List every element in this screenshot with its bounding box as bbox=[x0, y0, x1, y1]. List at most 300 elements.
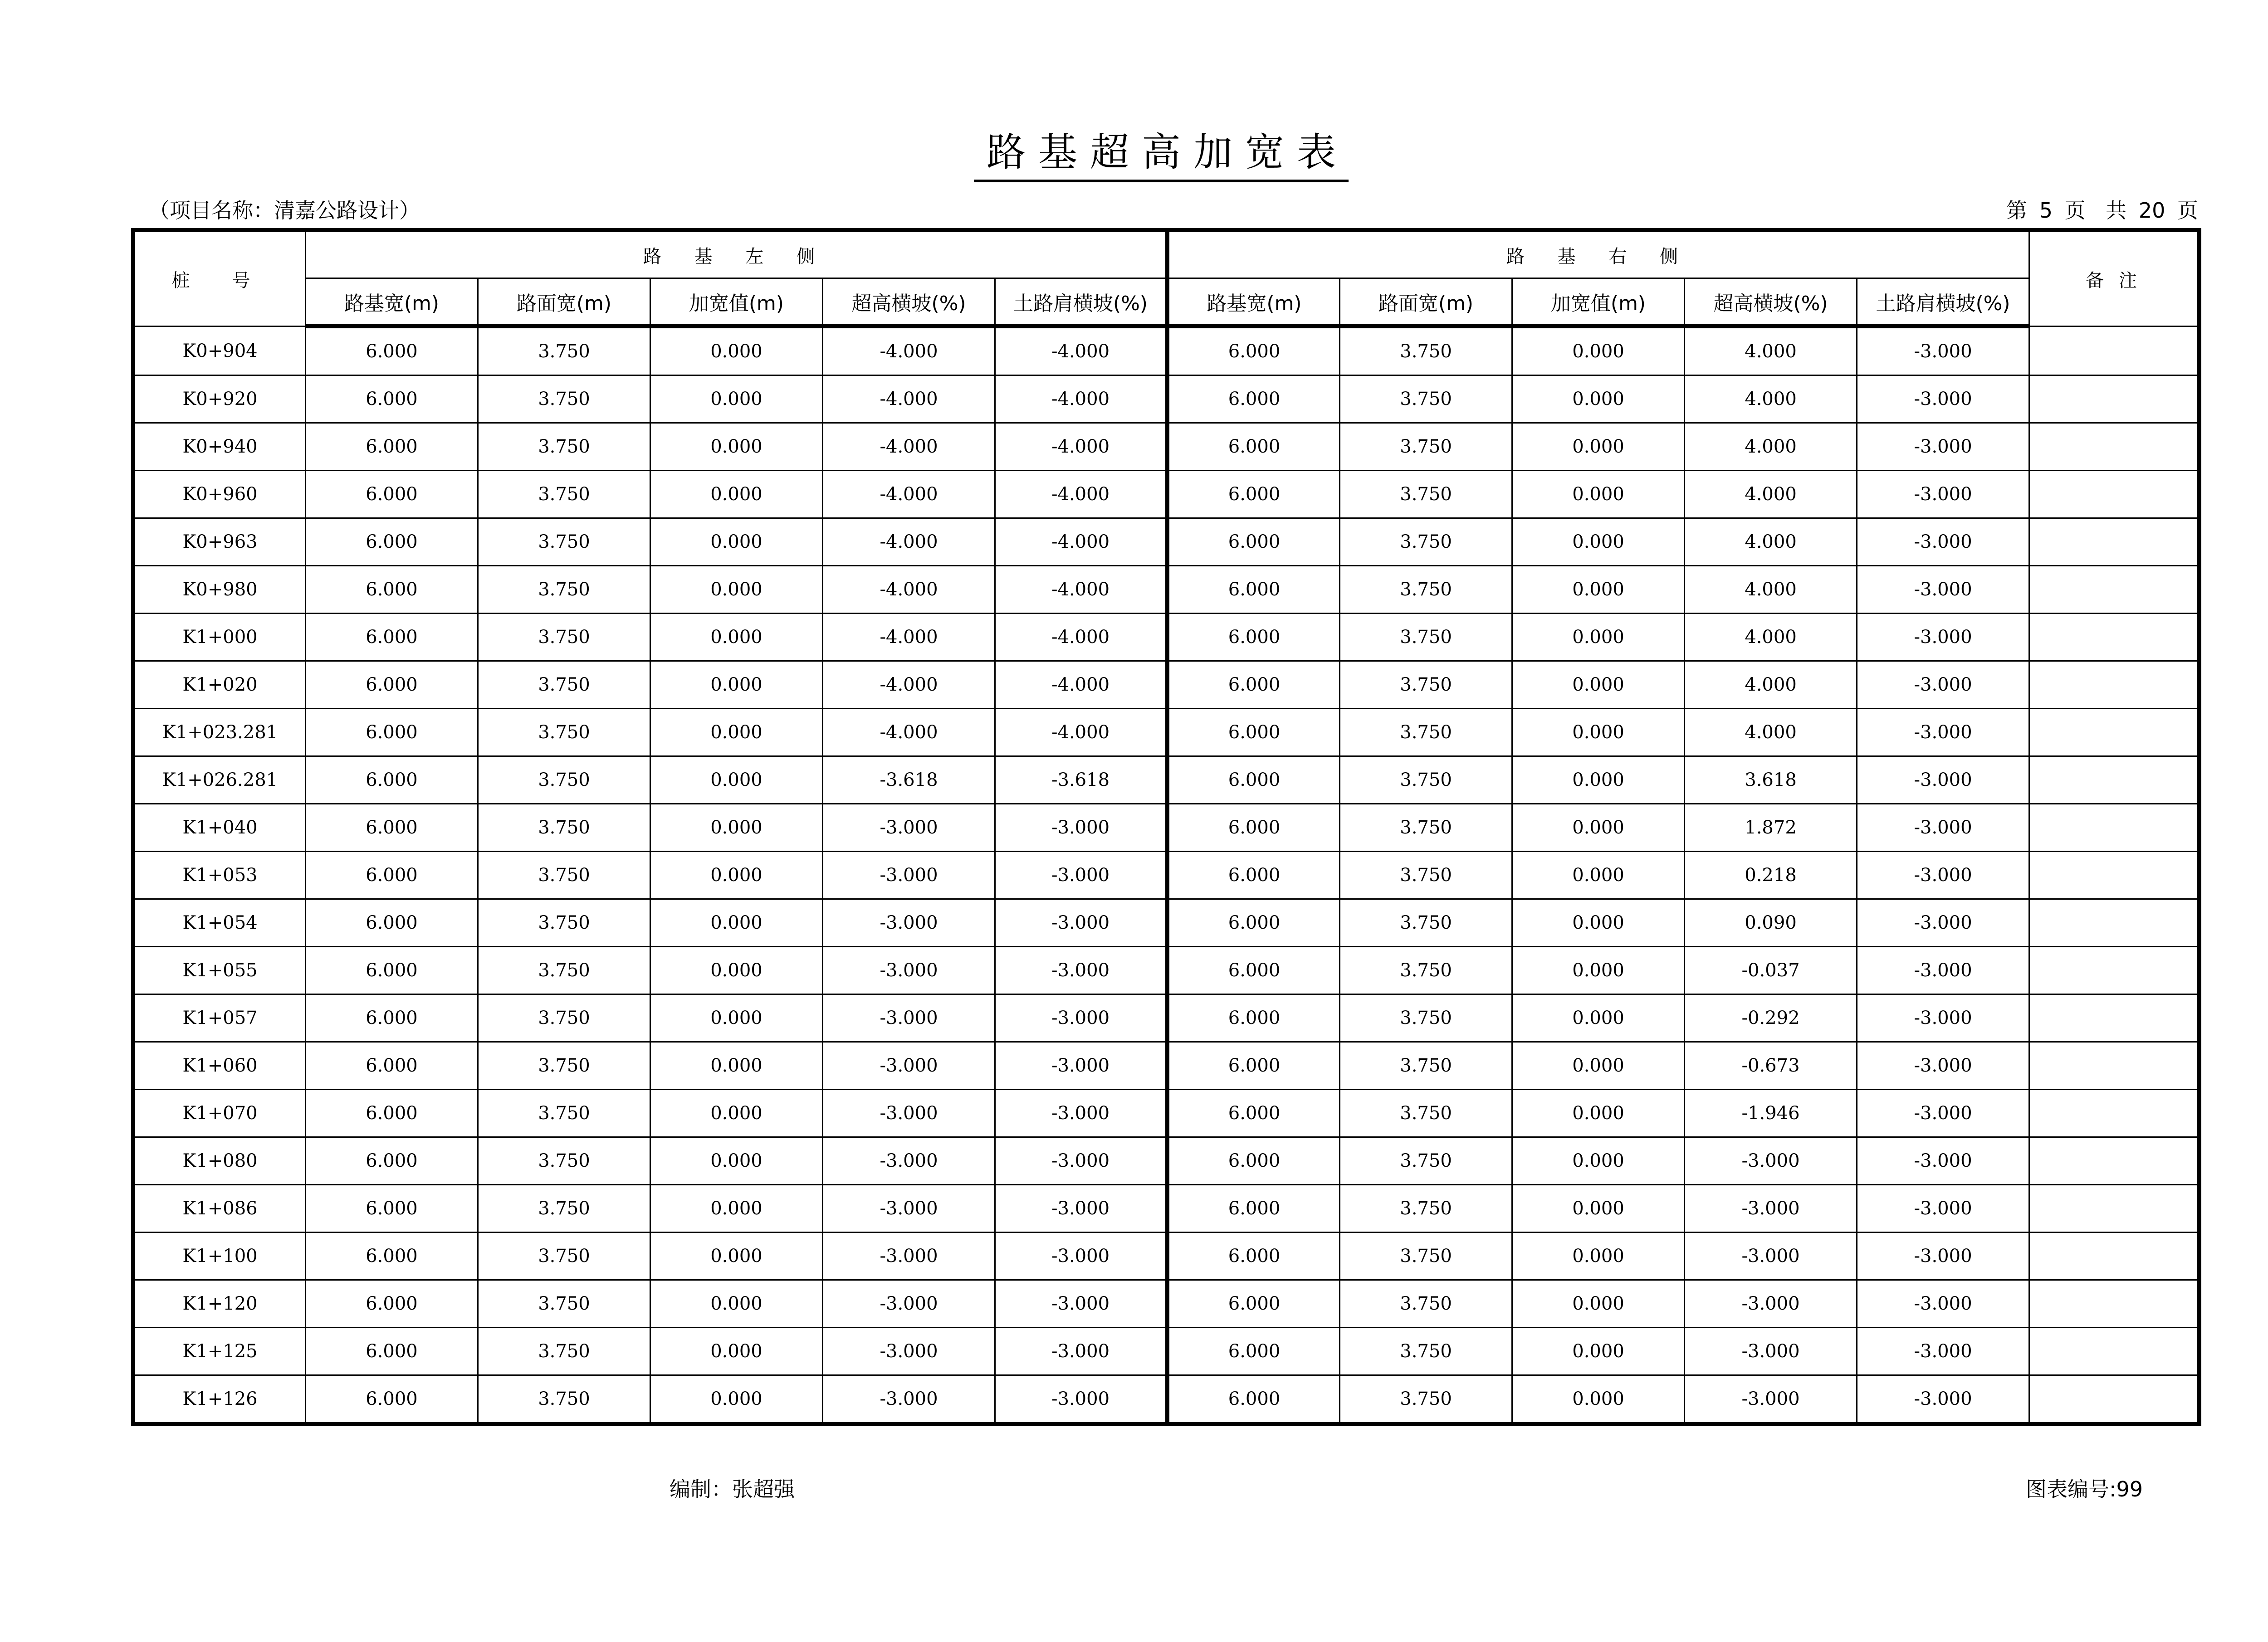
left-shoulder-slope-cell: -3.000 bbox=[995, 899, 1168, 947]
left-pavement-width-cell: 3.750 bbox=[478, 1328, 650, 1375]
left-widening-cell: 0.000 bbox=[650, 471, 823, 518]
left-subgrade-width-cell: 6.000 bbox=[306, 614, 478, 661]
right-subgrade-width-cell: 6.000 bbox=[1168, 375, 1340, 423]
right-shoulder-slope-cell: -3.000 bbox=[1857, 1042, 2029, 1090]
left-superelevation-cell: -4.000 bbox=[823, 423, 995, 471]
station-cell: K0+963 bbox=[133, 518, 306, 566]
left-superelevation-cell: -3.000 bbox=[823, 994, 995, 1042]
right-shoulder-slope-cell: -3.000 bbox=[1857, 756, 2029, 804]
right-subgrade-width-cell: 6.000 bbox=[1168, 1185, 1340, 1233]
left-pavement-width-cell: 3.750 bbox=[478, 1185, 650, 1233]
right-widening-cell: 0.000 bbox=[1512, 1375, 1685, 1424]
station-cell: K0+940 bbox=[133, 423, 306, 471]
left-subgrade-width-cell: 6.000 bbox=[306, 1090, 478, 1137]
left-shoulder-slope-cell: -4.000 bbox=[995, 661, 1168, 709]
left-shoulder-slope-cell: -3.000 bbox=[995, 1280, 1168, 1328]
table-row bbox=[133, 471, 2200, 518]
note-cell bbox=[2029, 756, 2200, 804]
left-subgrade-width-cell: 6.000 bbox=[306, 709, 478, 756]
station-cell: K1+000 bbox=[133, 614, 306, 661]
right-superelevation-cell: 4.000 bbox=[1685, 614, 1857, 661]
left-shoulder-slope-cell: -3.618 bbox=[995, 756, 1168, 804]
station-cell: K1+126 bbox=[133, 1375, 306, 1424]
author-label: 编制：张超强 bbox=[670, 1477, 795, 1501]
left-pavement-width-cell: 3.750 bbox=[478, 709, 650, 756]
right-superelevation-cell: 4.000 bbox=[1685, 471, 1857, 518]
station-cell: K1+080 bbox=[133, 1137, 306, 1185]
right-superelevation-cell: -0.673 bbox=[1685, 1042, 1857, 1090]
left-widening-cell: 0.000 bbox=[650, 852, 823, 899]
left-subgrade-width-cell: 6.000 bbox=[306, 804, 478, 852]
right-widening-cell: 0.000 bbox=[1512, 614, 1685, 661]
station-cell: K0+980 bbox=[133, 566, 306, 614]
left-pavement-width-cell: 3.750 bbox=[478, 566, 650, 614]
right-pavement-width-cell: 3.750 bbox=[1340, 566, 1512, 614]
left-subgrade-width-cell: 6.000 bbox=[306, 1137, 478, 1185]
station-cell: K1+023.281 bbox=[133, 709, 306, 756]
station-cell: K1+040 bbox=[133, 804, 306, 852]
note-cell bbox=[2029, 471, 2200, 518]
left-widening-cell: 0.000 bbox=[650, 1328, 823, 1375]
left-widening-header: 加宽值(m) bbox=[650, 278, 823, 326]
left-pavement-width-cell: 3.750 bbox=[478, 375, 650, 423]
right-pavement-width-cell: 3.750 bbox=[1340, 375, 1512, 423]
right-subgrade-width-cell: 6.000 bbox=[1168, 852, 1340, 899]
left-shoulder-slope-cell: -3.000 bbox=[995, 1375, 1168, 1424]
station-cell: K0+904 bbox=[133, 326, 306, 375]
right-pavement-width-cell: 3.750 bbox=[1340, 1185, 1512, 1233]
right-widening-cell: 0.000 bbox=[1512, 471, 1685, 518]
left-widening-cell: 0.000 bbox=[650, 1137, 823, 1185]
left-shoulder-slope-cell: -3.000 bbox=[995, 804, 1168, 852]
table-row bbox=[133, 804, 2200, 852]
right-superelevation-cell: -3.000 bbox=[1685, 1375, 1857, 1424]
left-subgrade-width-cell: 6.000 bbox=[306, 566, 478, 614]
note-cell bbox=[2029, 1233, 2200, 1280]
table-row bbox=[133, 709, 2200, 756]
left-subgrade-width-cell: 6.000 bbox=[306, 947, 478, 994]
left-subgrade-width-cell: 6.000 bbox=[306, 471, 478, 518]
table-row bbox=[133, 994, 2200, 1042]
right-shoulder-slope-cell: -3.000 bbox=[1857, 899, 2029, 947]
left-widening-cell: 0.000 bbox=[650, 661, 823, 709]
left-pavement-width-cell: 3.750 bbox=[478, 852, 650, 899]
right-pavement-width-cell: 3.750 bbox=[1340, 1042, 1512, 1090]
left-shoulder-slope-cell: -4.000 bbox=[995, 614, 1168, 661]
right-widening-cell: 0.000 bbox=[1512, 1280, 1685, 1328]
table-row bbox=[133, 756, 2200, 804]
station-cell: K1+020 bbox=[133, 661, 306, 709]
header-row-group bbox=[133, 230, 2200, 278]
right-pavement-width-cell: 3.750 bbox=[1340, 1328, 1512, 1375]
station-cell: K1+057 bbox=[133, 994, 306, 1042]
left-shoulder-slope-cell: -3.000 bbox=[995, 1137, 1168, 1185]
right-subgrade-width-cell: 6.000 bbox=[1168, 804, 1340, 852]
page-title bbox=[0, 130, 2268, 182]
right-shoulder-slope-cell: -3.000 bbox=[1857, 994, 2029, 1042]
table-row bbox=[133, 947, 2200, 994]
right-shoulder-slope-cell: -3.000 bbox=[1857, 804, 2029, 852]
right-shoulder-slope-cell: -3.000 bbox=[1857, 471, 2029, 518]
note-cell bbox=[2029, 709, 2200, 756]
right-superelevation-cell: -3.000 bbox=[1685, 1280, 1857, 1328]
right-pavement-width-cell: 3.750 bbox=[1340, 518, 1512, 566]
left-shoulder-slope-cell: -4.000 bbox=[995, 326, 1168, 375]
right-widening-cell: 0.000 bbox=[1512, 1042, 1685, 1090]
right-superelevation-cell: -1.946 bbox=[1685, 1090, 1857, 1137]
left-pavement-width-cell: 3.750 bbox=[478, 423, 650, 471]
right-superelevation-header: 超高横坡(%) bbox=[1685, 278, 1857, 326]
left-subgrade-width-cell: 6.000 bbox=[306, 375, 478, 423]
right-shoulder-slope-cell: -3.000 bbox=[1857, 566, 2029, 614]
note-cell bbox=[2029, 1280, 2200, 1328]
right-subgrade-width-cell: 6.000 bbox=[1168, 1328, 1340, 1375]
table-row bbox=[133, 1090, 2200, 1137]
left-superelevation-header: 超高横坡(%) bbox=[823, 278, 995, 326]
table-row bbox=[133, 1233, 2200, 1280]
note-cell bbox=[2029, 566, 2200, 614]
table-row bbox=[133, 661, 2200, 709]
left-widening-cell: 0.000 bbox=[650, 1185, 823, 1233]
left-superelevation-cell: -3.000 bbox=[823, 899, 995, 947]
right-pavement-width-cell: 3.750 bbox=[1340, 1137, 1512, 1185]
left-pavement-width-cell: 3.750 bbox=[478, 1042, 650, 1090]
left-widening-cell: 0.000 bbox=[650, 566, 823, 614]
right-subgrade-width-cell: 6.000 bbox=[1168, 1090, 1340, 1137]
station-cell: K0+960 bbox=[133, 471, 306, 518]
left-widening-cell: 0.000 bbox=[650, 1090, 823, 1137]
left-subgrade-width-cell: 6.000 bbox=[306, 1042, 478, 1090]
right-widening-cell: 0.000 bbox=[1512, 566, 1685, 614]
right-widening-header: 加宽值(m) bbox=[1512, 278, 1685, 326]
right-widening-cell: 0.000 bbox=[1512, 375, 1685, 423]
table-row bbox=[133, 1185, 2200, 1233]
right-subgrade-width-cell: 6.000 bbox=[1168, 661, 1340, 709]
left-superelevation-cell: -4.000 bbox=[823, 471, 995, 518]
right-superelevation-cell: 4.000 bbox=[1685, 423, 1857, 471]
left-subgrade-width-cell: 6.000 bbox=[306, 1375, 478, 1424]
right-subgrade-width-cell: 6.000 bbox=[1168, 326, 1340, 375]
right-subgrade-width-cell: 6.000 bbox=[1168, 899, 1340, 947]
right-superelevation-cell: 4.000 bbox=[1685, 709, 1857, 756]
left-superelevation-cell: -3.000 bbox=[823, 1042, 995, 1090]
right-shoulder-slope-cell: -3.000 bbox=[1857, 661, 2029, 709]
left-shoulder-slope-cell: -4.000 bbox=[995, 709, 1168, 756]
left-pavement-width-header: 路面宽(m) bbox=[478, 278, 650, 326]
left-pavement-width-cell: 3.750 bbox=[478, 1137, 650, 1185]
right-subgrade-width-cell: 6.000 bbox=[1168, 614, 1340, 661]
right-widening-cell: 0.000 bbox=[1512, 804, 1685, 852]
note-cell bbox=[2029, 1375, 2200, 1424]
right-subgrade-width-cell: 6.000 bbox=[1168, 947, 1340, 994]
right-superelevation-cell: -3.000 bbox=[1685, 1233, 1857, 1280]
note-cell bbox=[2029, 326, 2200, 375]
left-widening-cell: 0.000 bbox=[650, 326, 823, 375]
left-shoulder-slope-cell: -3.000 bbox=[995, 1090, 1168, 1137]
right-superelevation-cell: 4.000 bbox=[1685, 326, 1857, 375]
right-pavement-width-cell: 3.750 bbox=[1340, 326, 1512, 375]
right-shoulder-slope-cell: -3.000 bbox=[1857, 947, 2029, 994]
left-shoulder-slope-cell: -4.000 bbox=[995, 518, 1168, 566]
page-info bbox=[1998, 194, 2198, 224]
right-superelevation-cell: -3.000 bbox=[1685, 1137, 1857, 1185]
right-pavement-width-cell: 3.750 bbox=[1340, 661, 1512, 709]
drawing-number: 图表编号:99 bbox=[2026, 1477, 2143, 1501]
left-subgrade-width-cell: 6.000 bbox=[306, 1280, 478, 1328]
left-superelevation-cell: -3.000 bbox=[823, 804, 995, 852]
left-subgrade-width-cell: 6.000 bbox=[306, 1185, 478, 1233]
right-pavement-width-cell: 3.750 bbox=[1340, 709, 1512, 756]
left-superelevation-cell: -3.000 bbox=[823, 1233, 995, 1280]
right-subgrade-width-cell: 6.000 bbox=[1168, 709, 1340, 756]
note-cell bbox=[2029, 852, 2200, 899]
note-cell bbox=[2029, 1042, 2200, 1090]
right-shoulder-slope-cell: -3.000 bbox=[1857, 1090, 2029, 1137]
right-subgrade-width-cell: 6.000 bbox=[1168, 1137, 1340, 1185]
right-superelevation-cell: 4.000 bbox=[1685, 661, 1857, 709]
left-subgrade-width-cell: 6.000 bbox=[306, 1233, 478, 1280]
project-name: （项目名称：清嘉公路设计） bbox=[149, 198, 420, 223]
left-superelevation-cell: -3.000 bbox=[823, 1328, 995, 1375]
station-cell: K1+055 bbox=[133, 947, 306, 994]
table-row bbox=[133, 852, 2200, 899]
right-subgrade-width-cell: 6.000 bbox=[1168, 994, 1340, 1042]
left-pavement-width-cell: 3.750 bbox=[478, 518, 650, 566]
left-subgrade-width-cell: 6.000 bbox=[306, 1328, 478, 1375]
left-widening-cell: 0.000 bbox=[650, 375, 823, 423]
left-superelevation-cell: -4.000 bbox=[823, 661, 995, 709]
right-pavement-width-cell: 3.750 bbox=[1340, 1233, 1512, 1280]
left-widening-cell: 0.000 bbox=[650, 423, 823, 471]
left-pavement-width-cell: 3.750 bbox=[478, 471, 650, 518]
right-widening-cell: 0.000 bbox=[1512, 326, 1685, 375]
right-shoulder-slope-cell: -3.000 bbox=[1857, 326, 2029, 375]
right-shoulder-slope-cell: -3.000 bbox=[1857, 1375, 2029, 1424]
left-superelevation-cell: -3.000 bbox=[823, 1375, 995, 1424]
right-widening-cell: 0.000 bbox=[1512, 661, 1685, 709]
right-superelevation-cell: -3.000 bbox=[1685, 1185, 1857, 1233]
left-pavement-width-cell: 3.750 bbox=[478, 661, 650, 709]
right-pavement-width-cell: 3.750 bbox=[1340, 852, 1512, 899]
right-subgrade-width-header: 路基宽(m) bbox=[1168, 278, 1340, 326]
page-total: 共 20 页 bbox=[2106, 198, 2198, 223]
note-cell bbox=[2029, 1137, 2200, 1185]
table-row bbox=[133, 899, 2200, 947]
left-side-header: 路 基 左 侧 bbox=[306, 230, 1168, 278]
right-superelevation-cell: 4.000 bbox=[1685, 566, 1857, 614]
left-superelevation-cell: -3.000 bbox=[823, 1280, 995, 1328]
station-header: 桩 号 bbox=[133, 230, 306, 326]
left-widening-cell: 0.000 bbox=[650, 994, 823, 1042]
right-subgrade-width-cell: 6.000 bbox=[1168, 1233, 1340, 1280]
right-subgrade-width-cell: 6.000 bbox=[1168, 471, 1340, 518]
left-superelevation-cell: -3.000 bbox=[823, 1185, 995, 1233]
table-body bbox=[133, 326, 2200, 1424]
right-subgrade-width-cell: 6.000 bbox=[1168, 756, 1340, 804]
table-row bbox=[133, 566, 2200, 614]
right-widening-cell: 0.000 bbox=[1512, 709, 1685, 756]
station-cell: K1+060 bbox=[133, 1042, 306, 1090]
left-superelevation-cell: -4.000 bbox=[823, 326, 995, 375]
left-shoulder-slope-cell: -3.000 bbox=[995, 994, 1168, 1042]
right-shoulder-slope-cell: -3.000 bbox=[1857, 518, 2029, 566]
left-widening-cell: 0.000 bbox=[650, 1280, 823, 1328]
note-cell bbox=[2029, 614, 2200, 661]
page-title-text: 路基超高加宽表 bbox=[974, 130, 1349, 182]
right-pavement-width-cell: 3.750 bbox=[1340, 804, 1512, 852]
note-cell bbox=[2029, 994, 2200, 1042]
right-superelevation-cell: -0.037 bbox=[1685, 947, 1857, 994]
right-pavement-width-cell: 3.750 bbox=[1340, 614, 1512, 661]
right-superelevation-cell: -3.000 bbox=[1685, 1328, 1857, 1375]
left-widening-cell: 0.000 bbox=[650, 947, 823, 994]
left-shoulder-slope-cell: -3.000 bbox=[995, 1185, 1168, 1233]
right-subgrade-width-cell: 6.000 bbox=[1168, 566, 1340, 614]
right-pavement-width-cell: 3.750 bbox=[1340, 947, 1512, 994]
left-widening-cell: 0.000 bbox=[650, 804, 823, 852]
right-pavement-width-cell: 3.750 bbox=[1340, 1090, 1512, 1137]
table-row bbox=[133, 1280, 2200, 1328]
right-pavement-width-cell: 3.750 bbox=[1340, 994, 1512, 1042]
left-superelevation-cell: -4.000 bbox=[823, 375, 995, 423]
left-pavement-width-cell: 3.750 bbox=[478, 804, 650, 852]
table-row bbox=[133, 1375, 2200, 1424]
right-subgrade-width-cell: 6.000 bbox=[1168, 518, 1340, 566]
table-row bbox=[133, 326, 2200, 375]
left-widening-cell: 0.000 bbox=[650, 756, 823, 804]
left-shoulder-slope-cell: -4.000 bbox=[995, 375, 1168, 423]
note-cell bbox=[2029, 1328, 2200, 1375]
note-cell bbox=[2029, 661, 2200, 709]
right-side-header: 路 基 右 侧 bbox=[1168, 230, 2029, 278]
right-widening-cell: 0.000 bbox=[1512, 1185, 1685, 1233]
right-superelevation-cell: -0.292 bbox=[1685, 994, 1857, 1042]
left-pavement-width-cell: 3.750 bbox=[478, 1090, 650, 1137]
right-pavement-width-cell: 3.750 bbox=[1340, 471, 1512, 518]
right-pavement-width-cell: 3.750 bbox=[1340, 1375, 1512, 1424]
right-widening-cell: 0.000 bbox=[1512, 852, 1685, 899]
right-widening-cell: 0.000 bbox=[1512, 518, 1685, 566]
right-widening-cell: 0.000 bbox=[1512, 1137, 1685, 1185]
left-widening-cell: 0.000 bbox=[650, 1233, 823, 1280]
station-cell: K1+054 bbox=[133, 899, 306, 947]
left-superelevation-cell: -3.000 bbox=[823, 947, 995, 994]
right-widening-cell: 0.000 bbox=[1512, 1328, 1685, 1375]
left-superelevation-cell: -3.618 bbox=[823, 756, 995, 804]
left-superelevation-cell: -3.000 bbox=[823, 852, 995, 899]
left-shoulder-slope-cell: -4.000 bbox=[995, 566, 1168, 614]
left-subgrade-width-cell: 6.000 bbox=[306, 661, 478, 709]
right-superelevation-cell: 4.000 bbox=[1685, 375, 1857, 423]
note-header: 备 注 bbox=[2029, 230, 2200, 326]
table-row bbox=[133, 614, 2200, 661]
left-shoulder-slope-cell: -4.000 bbox=[995, 471, 1168, 518]
left-pavement-width-cell: 3.750 bbox=[478, 326, 650, 375]
left-shoulder-slope-cell: -3.000 bbox=[995, 1042, 1168, 1090]
left-widening-cell: 0.000 bbox=[650, 518, 823, 566]
left-shoulder-slope-cell: -4.000 bbox=[995, 423, 1168, 471]
right-superelevation-cell: 1.872 bbox=[1685, 804, 1857, 852]
left-subgrade-width-header: 路基宽(m) bbox=[306, 278, 478, 326]
left-superelevation-cell: -4.000 bbox=[823, 566, 995, 614]
left-widening-cell: 0.000 bbox=[650, 1375, 823, 1424]
left-shoulder-slope-cell: -3.000 bbox=[995, 852, 1168, 899]
right-shoulder-slope-cell: -3.000 bbox=[1857, 423, 2029, 471]
left-subgrade-width-cell: 6.000 bbox=[306, 423, 478, 471]
station-cell: K1+026.281 bbox=[133, 756, 306, 804]
left-subgrade-width-cell: 6.000 bbox=[306, 326, 478, 375]
station-cell: K1+053 bbox=[133, 852, 306, 899]
note-cell bbox=[2029, 375, 2200, 423]
right-pavement-width-cell: 3.750 bbox=[1340, 423, 1512, 471]
left-widening-cell: 0.000 bbox=[650, 1042, 823, 1090]
left-subgrade-width-cell: 6.000 bbox=[306, 852, 478, 899]
note-cell bbox=[2029, 899, 2200, 947]
left-subgrade-width-cell: 6.000 bbox=[306, 756, 478, 804]
right-pavement-width-cell: 3.750 bbox=[1340, 899, 1512, 947]
left-pavement-width-cell: 3.750 bbox=[478, 1280, 650, 1328]
right-superelevation-cell: 3.618 bbox=[1685, 756, 1857, 804]
right-widening-cell: 0.000 bbox=[1512, 994, 1685, 1042]
right-pavement-width-cell: 3.750 bbox=[1340, 756, 1512, 804]
left-widening-cell: 0.000 bbox=[650, 899, 823, 947]
right-widening-cell: 0.000 bbox=[1512, 1090, 1685, 1137]
right-widening-cell: 0.000 bbox=[1512, 1233, 1685, 1280]
note-cell bbox=[2029, 804, 2200, 852]
station-cell: K1+120 bbox=[133, 1280, 306, 1328]
right-pavement-width-header: 路面宽(m) bbox=[1340, 278, 1512, 326]
note-cell bbox=[2029, 518, 2200, 566]
left-shoulder-slope-cell: -3.000 bbox=[995, 947, 1168, 994]
left-superelevation-cell: -4.000 bbox=[823, 614, 995, 661]
station-cell: K1+086 bbox=[133, 1185, 306, 1233]
right-shoulder-slope-cell: -3.000 bbox=[1857, 1233, 2029, 1280]
table-row bbox=[133, 518, 2200, 566]
left-shoulder-slope-cell: -3.000 bbox=[995, 1328, 1168, 1375]
left-pavement-width-cell: 3.750 bbox=[478, 756, 650, 804]
note-cell bbox=[2029, 1090, 2200, 1137]
right-subgrade-width-cell: 6.000 bbox=[1168, 1375, 1340, 1424]
left-superelevation-cell: -3.000 bbox=[823, 1137, 995, 1185]
note-cell bbox=[2029, 1185, 2200, 1233]
left-superelevation-cell: -3.000 bbox=[823, 1090, 995, 1137]
station-cell: K1+125 bbox=[133, 1328, 306, 1375]
station-cell: K1+100 bbox=[133, 1233, 306, 1280]
right-widening-cell: 0.000 bbox=[1512, 756, 1685, 804]
left-shoulder-slope-header: 土路肩横坡(%) bbox=[995, 278, 1168, 326]
left-subgrade-width-cell: 6.000 bbox=[306, 994, 478, 1042]
right-shoulder-slope-cell: -3.000 bbox=[1857, 1185, 2029, 1233]
left-subgrade-width-cell: 6.000 bbox=[306, 518, 478, 566]
header-row-columns bbox=[133, 278, 2200, 326]
right-shoulder-slope-header: 土路肩横坡(%) bbox=[1857, 278, 2029, 326]
left-superelevation-cell: -4.000 bbox=[823, 709, 995, 756]
left-pavement-width-cell: 3.750 bbox=[478, 947, 650, 994]
right-subgrade-width-cell: 6.000 bbox=[1168, 1280, 1340, 1328]
right-shoulder-slope-cell: -3.000 bbox=[1857, 375, 2029, 423]
station-cell: K0+920 bbox=[133, 375, 306, 423]
left-widening-cell: 0.000 bbox=[650, 614, 823, 661]
right-widening-cell: 0.000 bbox=[1512, 947, 1685, 994]
page-current: 第 5 页 bbox=[2006, 198, 2086, 223]
left-pavement-width-cell: 3.750 bbox=[478, 1233, 650, 1280]
left-pavement-width-cell: 3.750 bbox=[478, 614, 650, 661]
left-pavement-width-cell: 3.750 bbox=[478, 994, 650, 1042]
right-pavement-width-cell: 3.750 bbox=[1340, 1280, 1512, 1328]
right-superelevation-cell: 0.090 bbox=[1685, 899, 1857, 947]
left-widening-cell: 0.000 bbox=[650, 709, 823, 756]
right-widening-cell: 0.000 bbox=[1512, 423, 1685, 471]
